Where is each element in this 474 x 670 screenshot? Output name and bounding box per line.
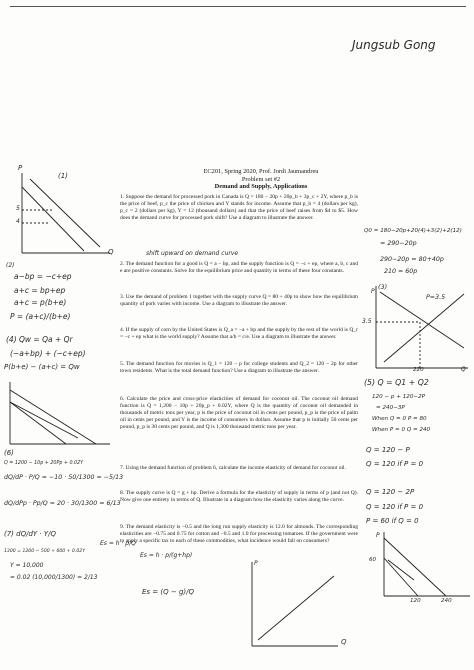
problem-7: 7. Using the demand function of problem 6, calculate the income elasticity of demand for coconut oil.	[120, 465, 346, 471]
problem-9: 9. The demand elasticity is −0.5 and the long run supply elasticity is 12.0 for almonds. The corresponding elasticities are −0.75 and 0.75 for cotton and −0.5 and 1.0 for processing tomatoes. If the government were to apply a specific tax to each of these commodities, what incidence would fall on consumers?	[120, 524, 358, 544]
problem-3: 3. Use the demand of problem 1 together with the supply curve Q = 80 + 40p to show how the equilibrium quantity of pork varies with income. Use a diagram to illustrate the answer.	[120, 294, 358, 307]
work-5-line-10: P = 60 if Q = 0	[366, 517, 419, 525]
work-4-line-3: P(b+e) − (a+c) = Qw	[4, 363, 80, 371]
graph-8-q-axis: Q	[341, 638, 347, 646]
problem-1: 1. Suppose the demand for processed pork in Canada is Q = 180 − 20p + 20p_b + 3p_c + 2Y, where p_b is the price of beef, p_c the price of chicken and Y stands for income. Assume that p_b = 4 (dollars per kg), p_c = 2 (dollars per kg), Y = 12 (thousand dollars) and that the price of beef raises from $4 to $5. How does the demand curve for processed pork shift? Use a diagram to illustrate the answer.	[120, 194, 358, 221]
work-3-line-4: 210 = 60p	[384, 268, 418, 275]
subtitle-line: Demand and Supply, Applications	[214, 183, 308, 191]
graph-3-q-axis: Q	[461, 366, 466, 373]
graph-3	[368, 282, 470, 376]
graph-3-label: (3)	[378, 283, 388, 291]
work-3-line-2: = 290−20p	[380, 240, 417, 247]
problem-2: 2. The demand function for a good is Q = a − bp, and the supply function is Q = −c + ep, where a, b, c and e are positive constants. Solve for the equilibrium price and quantity in terms of these four constants.	[120, 261, 358, 274]
work-7-line-2: 1300 = 1200 − 500 + 600 + 0.02Y	[4, 549, 86, 554]
graph-1-q-axis: Q	[108, 248, 114, 256]
graph-5-p-axis: P	[376, 532, 380, 539]
shift-note: shift upward on demand curve	[146, 250, 239, 257]
work-5-line-6: Q = 120 − P	[366, 446, 410, 454]
work-5-line-1: (5) Q = Q1 + Q2	[364, 378, 429, 387]
work-5-line-5: When P = 0 Q = 240	[372, 427, 431, 433]
work-6-line-1: Q = 1200 − 10p + 20Pp + 0.02Y	[4, 461, 84, 466]
work-6-line-2: dQ/dP · P/Q = −10 · 50/1300 = −5/13	[4, 474, 124, 481]
work-4-line-1: (4) Qw = Qa + Qr	[6, 335, 73, 344]
graph-1-label: (1)	[58, 172, 68, 180]
problem-5: 5. The demand function for movies is Q_1 = 120 − p for college students and Q_2 = 120 − 2p for other town residents. What is the total demand function? Use a diagram to illustrate the answer.	[120, 361, 358, 374]
graph-5-qty-240: 240	[441, 598, 452, 604]
problem-8: 8. The supply curve is Q = g + hp. Derive a formula for the elasticity of supply in terms of p (and not Q). Now give one entirety in terms of Q. Illustrate in a diagram how the elasticity varies along the curve.	[120, 490, 358, 503]
work-8-line-2: Es = h · p/(g+hp)	[140, 552, 193, 559]
problem-6: 6. Calculate the price and cross-price elasticities of demand for coconut oil. The coconut oil demand function is Q = 1,200 − 10p + 20p_p + 0.02Y, where Q is the quantity of coconut oil demanded in thousands of metric tons per year, p is the price of coconut oil in cents per pound, p_p is the price of palm oil in cents per pound, and Y is the income of consumers in dollars. Assume that p is initially 50 cents per pound, p_p is 30 cents per pound, and Q is 1,300 thousand metric tons per year.	[120, 396, 358, 430]
graph-3-price-label: P=3.5	[426, 294, 446, 301]
graph-5-price-60: 60	[369, 557, 377, 563]
problem-4: 4. If the supply of corn by the United States is Q_a = −a + bp and the supply by the rest of the world is Q_r = −c + ep what is the world supply? Assume that a/b = c/e. Use a diagram to illustrate the answer.	[120, 327, 358, 340]
work-3-line-1: Q0 = 180−20p+20(4)+3(2)+2(12)	[364, 228, 462, 234]
work-4-line-2: (−a+bp) + (−c+ep)	[10, 349, 86, 358]
work-2-line-4: P = (a+c)/(b+e)	[10, 312, 71, 321]
graph-5-qty-120: 120	[410, 598, 421, 604]
work-8-line-3: Es = (Q − g)/Q	[142, 588, 194, 596]
graph-8	[246, 560, 348, 650]
student-name: Jungsub Gong	[352, 38, 436, 52]
work-5-line-2: 120 − p + 120−2P	[372, 394, 426, 400]
graph-1-price-4: 4	[16, 218, 20, 225]
problem-set-line: Problem set #2	[241, 175, 281, 183]
work-5-line-8: Q = 120 − 2P	[366, 488, 415, 496]
work-5-line-9: Q = 120 if P = 0	[366, 503, 424, 511]
graph-3-quantity-220: 220	[413, 367, 424, 373]
work-2-line-1: a−bp = −c+ep	[14, 272, 72, 281]
work-6-label: (6)	[4, 449, 14, 457]
graph-1-p-axis: P	[18, 164, 23, 172]
work-5-line-4: When Q = 0 P = 80	[372, 416, 427, 422]
graph-3-price-3-5: 3.5	[362, 318, 372, 325]
work-7-line-4: = 0.02 (10,000/1300) = 2/13	[10, 574, 98, 581]
work-7-line-1: (7) dQ/dY · Y/Q	[4, 530, 56, 538]
graph-3-p-axis: P	[371, 288, 375, 295]
course-line: EC201, Spring 2020, Prof. Jordi Jaumandreu	[203, 168, 319, 175]
graph-4	[6, 380, 112, 448]
work-2-line-3: a+c = p(b+e)	[14, 298, 67, 307]
top-rule	[10, 6, 466, 7]
work-2-line-2: a+c = bp+ep	[14, 286, 66, 295]
work-5-line-3: = 240−3P	[376, 405, 405, 411]
graph-1-price-5: 5	[16, 205, 20, 212]
graph-8-p-axis: P	[254, 560, 258, 567]
graph-5	[368, 530, 472, 602]
work-6-line-3: dQ/dPp · Pp/Q = 20 · 30/1300 = 6/13	[4, 500, 121, 507]
work-8-line-1: Es = h · p/Q	[100, 540, 136, 547]
work-3-line-3: 290−20p = 80+40p	[380, 256, 444, 263]
work-5-line-7: Q = 120 if P = 0	[366, 460, 424, 468]
document-header	[176, 168, 346, 191]
work-2-label: (2)	[6, 262, 15, 269]
work-7-line-3: Y = 10,000	[10, 562, 44, 569]
